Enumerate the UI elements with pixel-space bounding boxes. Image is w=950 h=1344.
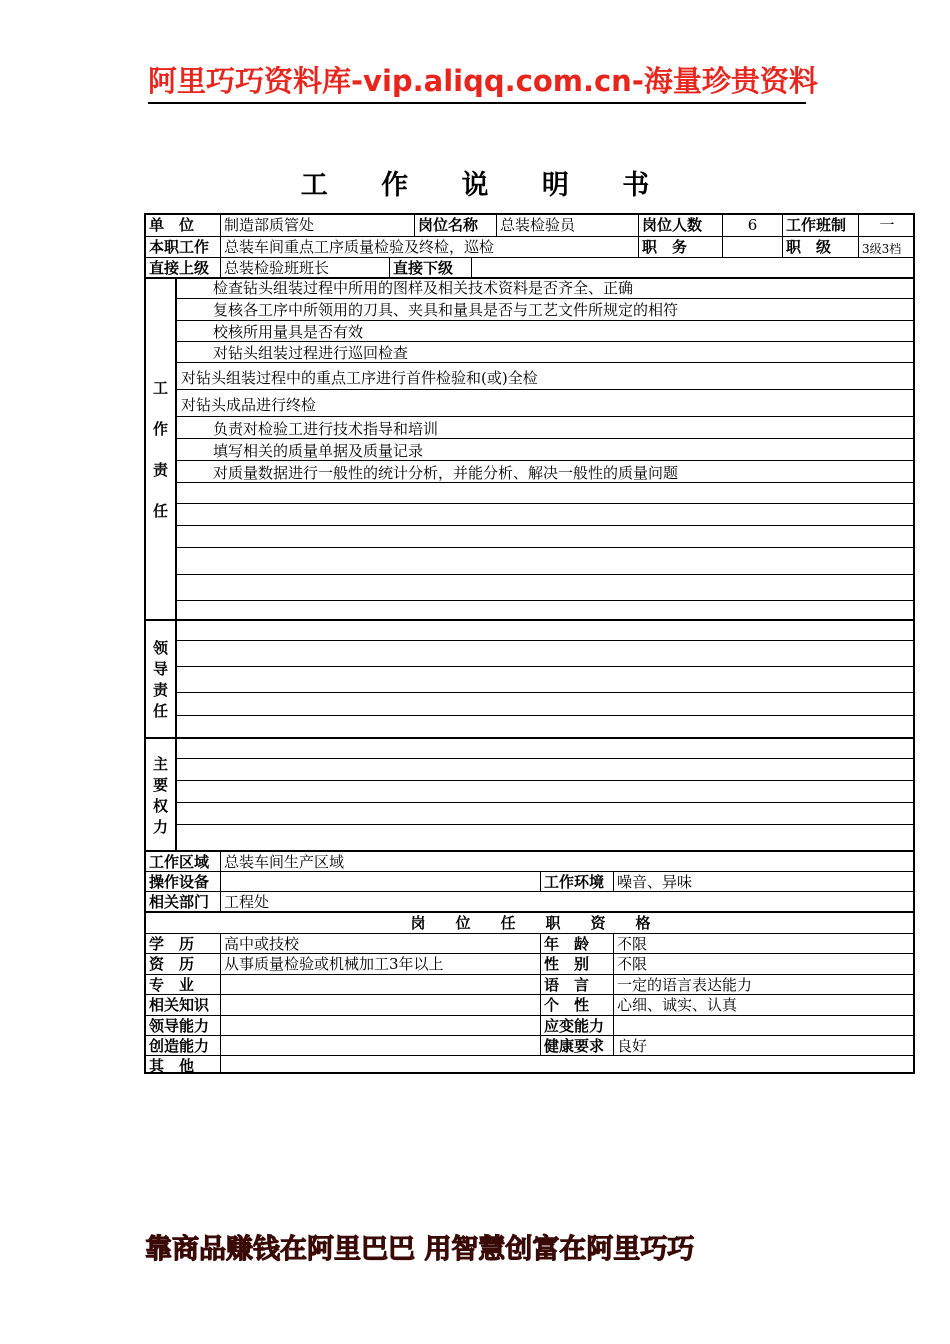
qualification-row bbox=[146, 954, 913, 975]
responsibility-item: 填写相关的质量单据及质量记录 bbox=[177, 439, 913, 461]
position-label: 岗位名称 bbox=[415, 215, 497, 236]
blank-line bbox=[177, 667, 913, 693]
title-value bbox=[723, 237, 783, 257]
blank-line bbox=[177, 621, 913, 641]
subordinate-value bbox=[472, 258, 915, 277]
qualification-label: 性 别 bbox=[541, 954, 614, 974]
blank-line bbox=[177, 803, 913, 825]
blank-line bbox=[177, 575, 913, 601]
responsibilities-label: 工 作 责 任 bbox=[146, 279, 177, 619]
qualification-value bbox=[221, 975, 541, 994]
responsibility-item: 复核各工序中所领用的刀具、夹具和量具是否与工艺文件所规定的相符 bbox=[177, 299, 913, 321]
job-description-table bbox=[144, 213, 915, 1074]
blank-line bbox=[177, 504, 913, 526]
area-value: 总装车间生产区域 bbox=[224, 853, 345, 871]
qualification-row bbox=[146, 934, 913, 954]
qualification-label: 领导能力 bbox=[146, 1016, 221, 1035]
equipment-value bbox=[221, 872, 541, 891]
responsibility-item: 对钻头组装过程进行巡回检查 bbox=[177, 342, 913, 363]
top-banner-text: 阿里巧巧资料库-vip.aliqq.com.cn-海量珍贵资料 bbox=[148, 64, 818, 98]
headcount-label: 岗位人数 bbox=[639, 215, 723, 236]
superior-value: 总装检验班班长 bbox=[221, 258, 390, 277]
qualification-label: 相关知识 bbox=[146, 995, 221, 1015]
shift-value: 一 bbox=[879, 216, 895, 234]
qualification-row bbox=[146, 995, 913, 1016]
qualification-label: 学 历 bbox=[146, 934, 221, 953]
qualification-value bbox=[221, 995, 541, 1015]
duty-value: 总装车间重点工序质量检验及终检，巡检 bbox=[221, 237, 639, 257]
equipment-row bbox=[146, 872, 913, 892]
qualification-value: 一定的语言表达能力 bbox=[617, 976, 753, 994]
top-banner bbox=[148, 62, 818, 104]
responsibility-item: 负责对检验工进行技术指导和培训 bbox=[177, 417, 913, 439]
header-row-3 bbox=[146, 258, 913, 279]
qualification-label: 健康要求 bbox=[541, 1036, 614, 1055]
qualification-value bbox=[221, 1036, 541, 1055]
title-label: 职 务 bbox=[639, 237, 723, 257]
qualification-label: 年 龄 bbox=[541, 934, 614, 953]
qualification-row bbox=[146, 975, 913, 995]
grade-value: 3级3档 bbox=[862, 242, 902, 256]
superior-label: 直接上级 bbox=[146, 258, 221, 277]
header-row-2 bbox=[146, 237, 913, 258]
department-value: 工程处 bbox=[224, 893, 270, 911]
qualification-row bbox=[146, 1036, 913, 1056]
qualification-value: 高中或技校 bbox=[221, 934, 541, 953]
qualification-row bbox=[146, 1016, 913, 1036]
qualification-value: 心细、诚实、认真 bbox=[617, 996, 738, 1014]
qualification-value: 不限 bbox=[617, 935, 648, 953]
leadership-label: 领 导 责 任 bbox=[146, 621, 177, 737]
area-label: 工作区域 bbox=[146, 852, 221, 871]
unit-value: 制造部质管处 bbox=[221, 215, 415, 236]
qualifications-heading-row bbox=[146, 913, 913, 934]
responsibility-item: 检查钻头组装过程中所用的图样及相关技术资料是否齐全、正确 bbox=[177, 279, 913, 299]
position-value: 总装检验员 bbox=[497, 215, 639, 236]
qualification-label: 个 性 bbox=[541, 995, 614, 1015]
qualification-value bbox=[614, 1016, 915, 1035]
environment-label: 工作环境 bbox=[541, 872, 614, 891]
responsibility-item: 对钻头成品进行终检 bbox=[177, 390, 913, 417]
page-title: 工 作 说 明 书 bbox=[300, 170, 672, 201]
department-row bbox=[146, 892, 913, 913]
responsibilities-block bbox=[146, 279, 913, 621]
blank-line bbox=[177, 483, 913, 504]
leadership-block bbox=[146, 621, 913, 739]
bottom-banner: 靠商品赚钱在阿里巴巴 用智慧创富在阿里巧巧 bbox=[145, 1234, 695, 1265]
unit-label: 单 位 bbox=[146, 215, 221, 236]
department-label: 相关部门 bbox=[146, 892, 221, 911]
area-row bbox=[146, 852, 913, 872]
subordinate-label: 直接下级 bbox=[390, 258, 472, 277]
qualification-value bbox=[221, 1016, 541, 1035]
authority-block bbox=[146, 739, 913, 852]
blank-line bbox=[177, 781, 913, 803]
blank-line bbox=[177, 739, 913, 759]
equipment-label: 操作设备 bbox=[146, 872, 221, 891]
header-row-1 bbox=[146, 215, 913, 237]
qualification-value: 良好 bbox=[617, 1037, 648, 1055]
qualification-label: 语 言 bbox=[541, 975, 614, 994]
blank-line bbox=[177, 693, 913, 716]
grade-label: 职 级 bbox=[783, 237, 859, 257]
authority-label: 主 要 权 力 bbox=[146, 739, 177, 850]
qualification-value: 从事质量检验或机械加工3年以上 bbox=[221, 954, 541, 974]
qualification-label: 资 历 bbox=[146, 954, 221, 974]
environment-value: 噪音、异味 bbox=[617, 873, 693, 891]
qualification-label: 应变能力 bbox=[541, 1016, 614, 1035]
qualification-label: 创造能力 bbox=[146, 1036, 221, 1055]
responsibility-item: 校核所用量具是否有效 bbox=[177, 321, 913, 342]
responsibility-item: 对钻头组装过程中的重点工序进行首件检验和(或)全检 bbox=[177, 363, 913, 390]
headcount-value: 6 bbox=[723, 215, 783, 236]
duty-label: 本职工作 bbox=[146, 237, 221, 257]
qualifications-heading: 岗 位 任 职 资 格 bbox=[410, 914, 651, 932]
shift-label: 工作班制 bbox=[783, 215, 859, 236]
qualification-label: 专 业 bbox=[146, 975, 221, 994]
blank-line bbox=[177, 526, 913, 548]
blank-line bbox=[177, 548, 913, 575]
qualification-label: 其 他 bbox=[146, 1056, 221, 1074]
blank-line bbox=[177, 641, 913, 667]
qualification-row bbox=[146, 1056, 913, 1074]
qualification-value bbox=[221, 1056, 915, 1074]
qualification-value: 不限 bbox=[617, 955, 648, 973]
responsibility-item: 对质量数据进行一般性的统计分析，并能分析、解决一般性的质量问题 bbox=[177, 461, 913, 483]
blank-line bbox=[177, 759, 913, 781]
